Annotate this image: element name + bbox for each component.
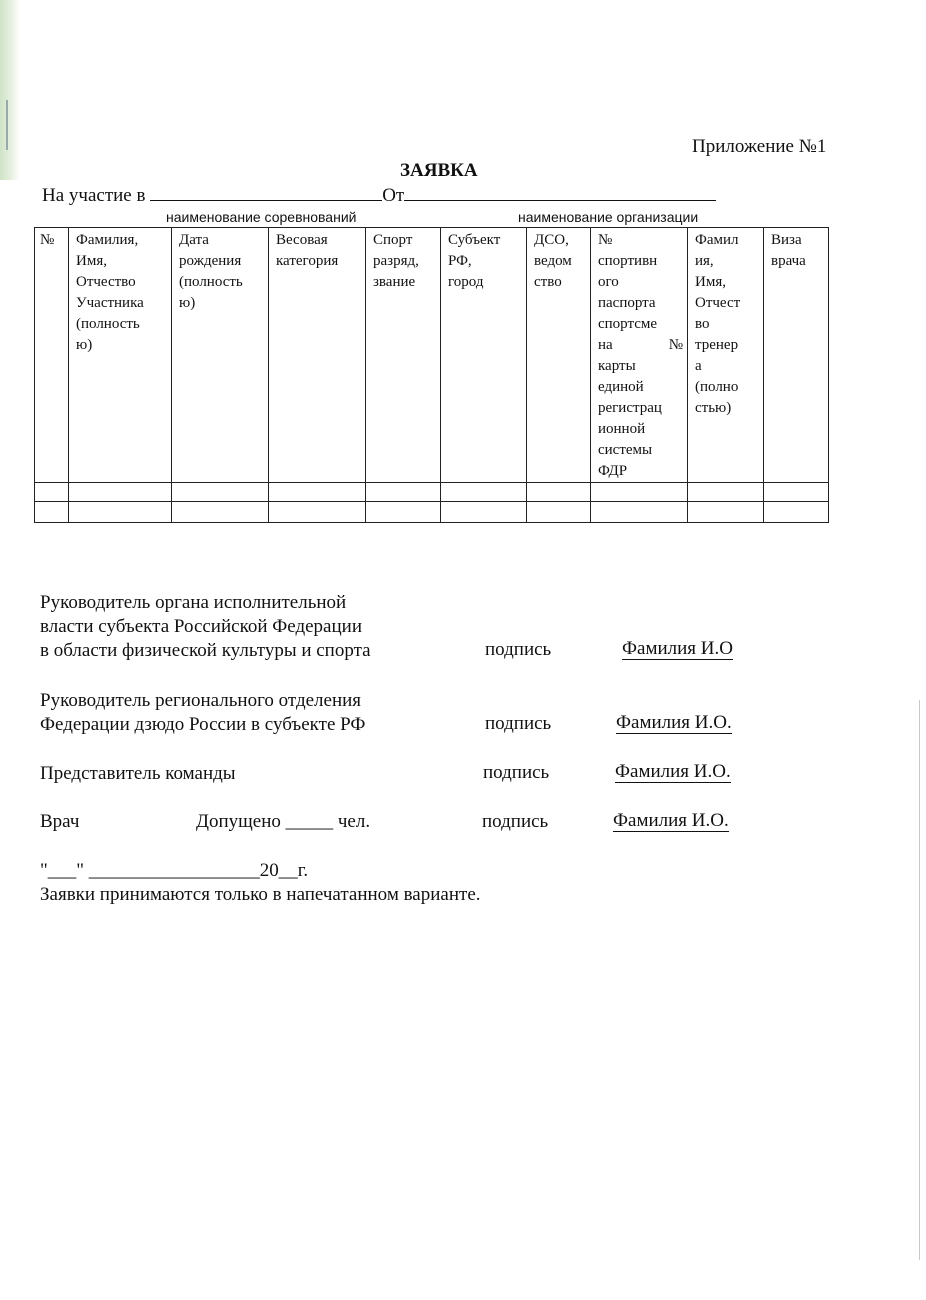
scan-edge-left xyxy=(0,0,20,180)
signature-block-executive xyxy=(40,591,371,663)
signature-label: подпись xyxy=(483,762,550,783)
admitted-count: Допущено _____ чел. xyxy=(196,811,371,832)
organization-blank xyxy=(404,184,716,201)
header-passport-justified xyxy=(598,335,683,356)
organization-caption: наименование организации xyxy=(518,209,699,225)
table-header-row xyxy=(35,228,829,483)
signature-role-line: в области физической культуры и спорта xyxy=(40,640,371,661)
participants-table xyxy=(34,227,829,523)
signature-role-line: Федерации дзюдо России в субъекте РФ xyxy=(40,714,366,735)
signature-block-team-rep xyxy=(40,762,236,786)
header-birth-date: Дата рождения (полность ю) xyxy=(172,228,269,483)
participation-line xyxy=(42,184,716,207)
header-doctor-visa: Виза врача xyxy=(764,228,829,483)
header-region: Субъект РФ, город xyxy=(441,228,527,483)
signature-label: подпись xyxy=(485,713,552,734)
signature-name: Фамилия И.О. xyxy=(613,810,729,831)
from-label: От xyxy=(382,185,405,206)
scan-edge-right xyxy=(919,700,920,1260)
signature-role-line: Руководитель органа исполнительной xyxy=(40,592,347,613)
signature-name: Фамилия И.О. xyxy=(615,761,731,782)
header-number: № xyxy=(35,228,69,483)
scan-mark xyxy=(6,100,8,150)
signature-role-line: власти субъекта Российской Федерации xyxy=(40,616,362,637)
signature-role-line: Руководитель регионального отделения xyxy=(40,690,362,711)
header-passport xyxy=(591,228,688,483)
header-weight-category: Весовая категория xyxy=(269,228,366,483)
signature-block-federation xyxy=(40,689,365,737)
signature-role-line: Представитель команды xyxy=(40,763,236,784)
header-dso: ДСО, ведом ство xyxy=(527,228,591,483)
competition-caption: наименование соревнований xyxy=(166,209,357,225)
document-title: ЗАЯВКА xyxy=(400,160,478,181)
signature-label: подпись xyxy=(482,811,549,832)
footer-note: Заявки принимаются только в напечатанном варианте. xyxy=(40,884,481,905)
doctor-label: Врач xyxy=(40,811,80,832)
header-participant-name: Фамилия, Имя, Отчество Участника (полность ю) xyxy=(69,228,172,483)
participation-prefix: На участие в xyxy=(42,185,146,206)
competition-blank xyxy=(150,184,382,201)
header-sport-rank: Спорт разряд, звание xyxy=(366,228,441,483)
header-passport-rest: карты единой регистрац ионной системы ФДР xyxy=(598,358,662,479)
signature-label: подпись xyxy=(485,639,552,660)
header-coach-name: Фамил ия, Имя, Отчест во тренер а (полно стью) xyxy=(688,228,764,483)
date-line: "___" __________________20__г. xyxy=(40,860,309,881)
table-row xyxy=(35,483,829,502)
header-passport-top: № спортивн ого паспорта спортсме xyxy=(598,232,658,332)
table-row xyxy=(35,502,829,523)
signature-name: Фамилия И.О xyxy=(622,638,733,659)
appendix-label: Приложение №1 xyxy=(692,136,827,157)
header-passport-no: № xyxy=(668,337,683,353)
header-passport-na: на xyxy=(598,337,613,353)
signature-name: Фамилия И.О. xyxy=(616,712,732,733)
